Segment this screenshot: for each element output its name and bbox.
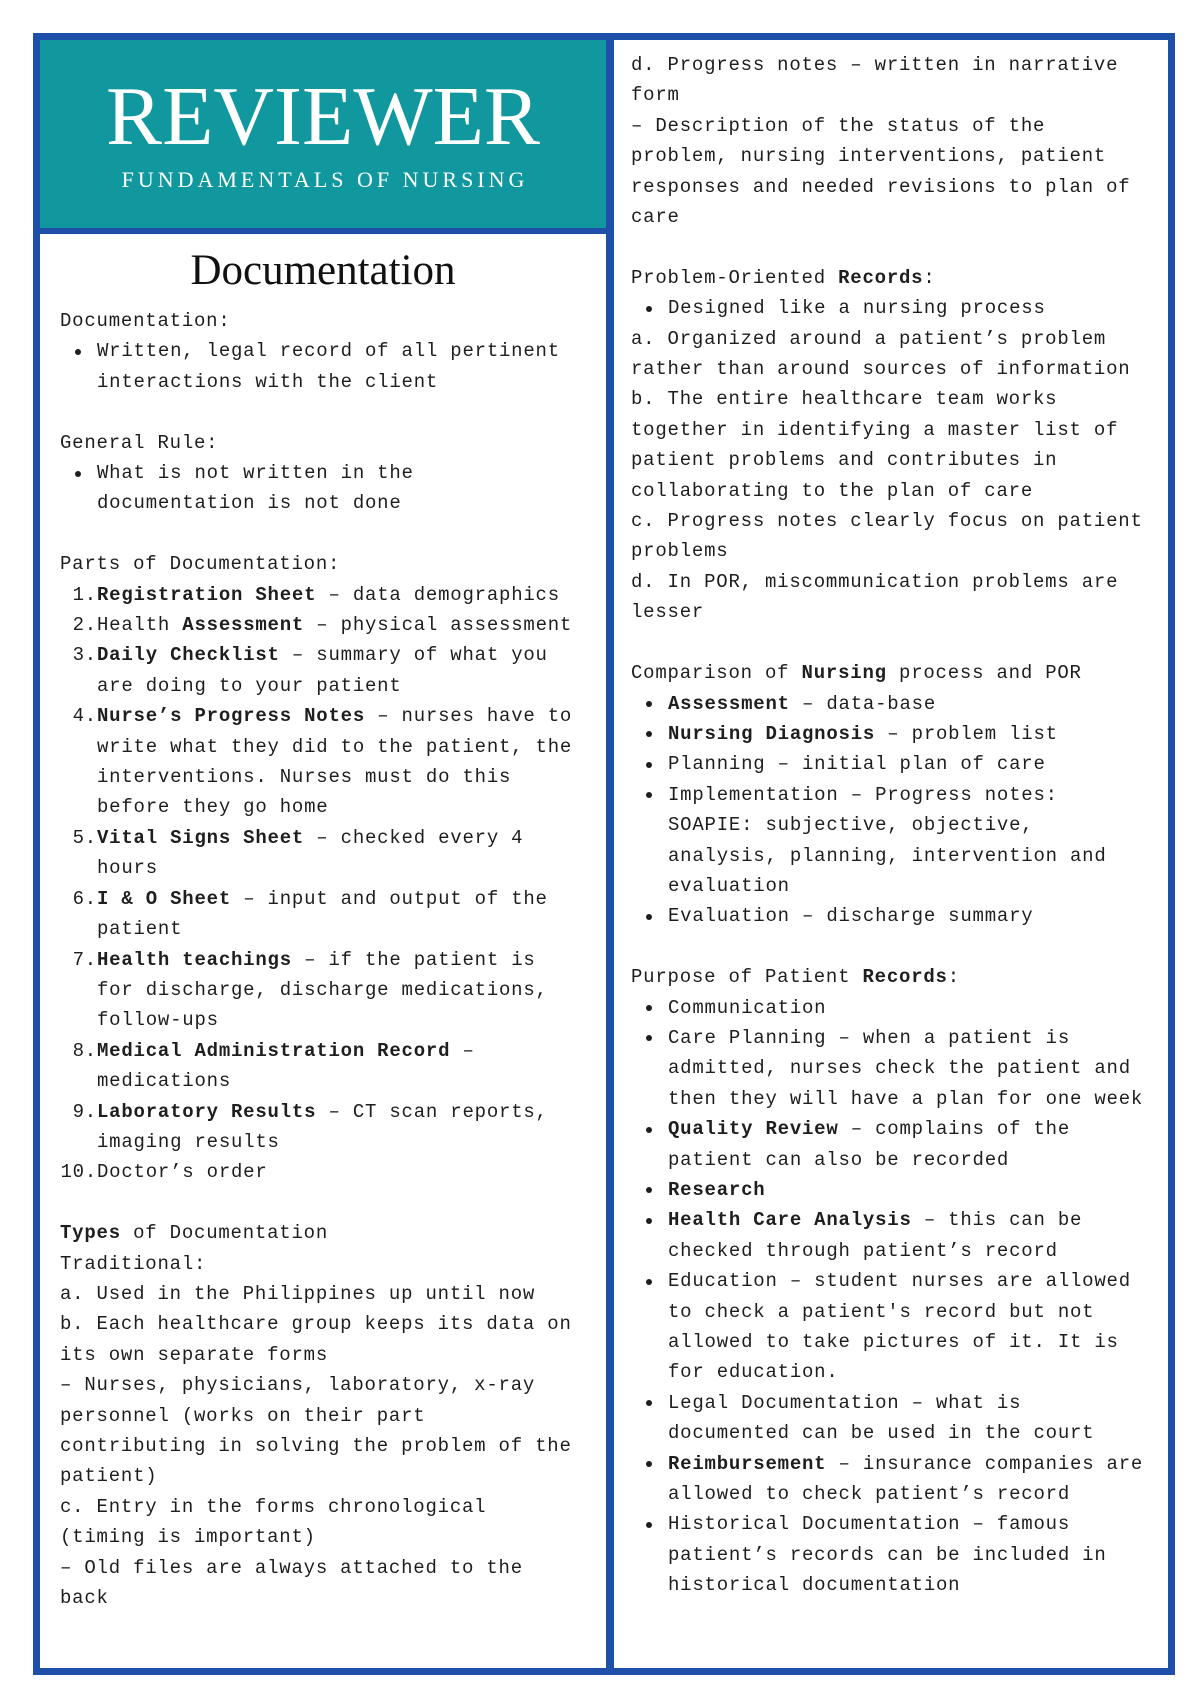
paragraph: [60, 306, 578, 336]
text-run: – medications: [97, 1039, 475, 1093]
numbered-item-text: [97, 1101, 548, 1153]
bullet-item: [60, 336, 578, 397]
text-run: – CT scan reports, imaging results: [97, 1100, 548, 1153]
bullet-icon: [646, 1035, 652, 1041]
item-number: 5.: [72, 826, 97, 849]
bullet-list: [60, 458, 578, 519]
bullet-item-text: [668, 1513, 1107, 1596]
text-run: Designed like a nursing process: [668, 297, 1046, 320]
item-number: 8.: [72, 1039, 97, 1062]
text-run: – if the patient is for discharge, discharge medications, follow-ups: [97, 948, 548, 1032]
text-run: a. Organized around a patient’s problem rather than around sources of information: [631, 327, 1131, 381]
header-subtitle: FUNDAMENTALS OF NURSING: [121, 167, 529, 192]
bullet-item: [631, 1175, 1149, 1205]
bullet-icon: [646, 914, 652, 920]
text-run: Historical Documentation – famous patient’s records can be included in historical documentation: [668, 1513, 1107, 1597]
bold-term: Nursing Diagnosis: [668, 722, 876, 745]
bold-term: Quality Review: [668, 1118, 839, 1141]
text-run: Evaluation – discharge summary: [668, 905, 1034, 928]
text-run: Comparison of: [631, 662, 802, 685]
bullet-list: [631, 993, 1149, 1601]
blank-line: [60, 397, 578, 427]
text-run: Communication: [668, 996, 827, 1019]
text-run: d. In POR, miscommunication problems are lesser: [631, 570, 1119, 624]
column-divider: [606, 40, 614, 1668]
text-run: Education – student nurses are allowed to check a patient's record but not allowed to take pictures of it. It is for education.: [668, 1270, 1131, 1384]
paragraph: [60, 1553, 578, 1614]
bullet-icon: [646, 731, 652, 737]
bold-term: Reimbursement: [668, 1452, 827, 1475]
bullet-item-text: [668, 753, 1046, 775]
bullet-item: [631, 993, 1149, 1023]
bold-term: Health teachings: [97, 948, 292, 971]
numbered-item-text: [97, 614, 572, 636]
bullet-item-text: [668, 693, 936, 715]
bullet-item-text: [668, 997, 826, 1019]
text-run: – data demographics: [316, 583, 560, 606]
bullet-item: [631, 1509, 1149, 1600]
text-run: What is not written in the documentation is not done: [97, 462, 414, 515]
text-run: – this can be checked through patient’s record: [668, 1209, 1083, 1262]
text-run: of Documentation: [120, 1222, 329, 1245]
numbered-item-text: [97, 705, 572, 818]
paragraph: [60, 549, 578, 579]
bold-term: Research: [668, 1178, 766, 1201]
text-run: Care Planning – when a patient is admitted, nurses check the patient and then they will have a plan for one week: [668, 1026, 1144, 1110]
bold-term: I & O Sheet: [97, 887, 232, 910]
paragraph: [60, 1218, 578, 1248]
text-run: a. Used in the Philippines up until now: [60, 1282, 536, 1305]
bullet-list: [60, 336, 578, 397]
bold-term: Records: [862, 966, 948, 989]
numbered-item-text: [97, 644, 548, 696]
paragraph: [631, 506, 1149, 567]
bullet-item-text: [668, 297, 1046, 319]
bullet-item: [631, 749, 1149, 779]
text-run: b. The entire healthcare team works together in identifying a master list of patient problems and contributes in collaborating to the plan of care: [631, 388, 1119, 502]
numbered-item-text: [97, 949, 548, 1032]
text-run: General Rule:: [60, 431, 219, 454]
bullet-item: [631, 1388, 1149, 1449]
text-run: Doctor’s order: [97, 1161, 268, 1184]
item-number: 10.: [60, 1161, 97, 1184]
bold-term: Nursing: [801, 662, 887, 685]
bold-term: Assessment: [668, 692, 790, 715]
text-run: – physical assessment: [304, 614, 573, 637]
numbered-item-text: [97, 888, 548, 940]
numbered-item: [60, 1157, 578, 1187]
bullet-item: [631, 901, 1149, 931]
bold-term: Daily Checklist: [97, 644, 280, 667]
paragraph: [631, 111, 1149, 233]
bullet-item-text: [668, 1179, 765, 1201]
numbered-item: [60, 1036, 578, 1097]
bullet-item-text: [97, 462, 414, 514]
text-run: process and POR: [886, 662, 1082, 685]
bullet-icon: [646, 1400, 652, 1406]
bullet-icon: [646, 792, 652, 798]
paragraph: [631, 658, 1149, 688]
blank-line: [631, 628, 1149, 658]
bold-term: Registration Sheet: [97, 583, 317, 606]
item-number: 4.: [72, 705, 97, 728]
text-run: c. Progress notes clearly focus on patient problems: [631, 510, 1143, 563]
numbered-item: [60, 701, 578, 823]
bold-term: Assessment: [182, 614, 305, 637]
text-run: – data-base: [789, 692, 937, 715]
paragraph: [60, 1249, 578, 1279]
bullet-icon: [646, 1522, 652, 1528]
bullet-item: [631, 1205, 1149, 1266]
bullet-item: [631, 1449, 1149, 1510]
paragraph: [60, 1492, 578, 1553]
bold-term: Types: [60, 1222, 121, 1245]
paragraph: [60, 1370, 578, 1492]
bullet-item: [631, 1266, 1149, 1388]
text-run: – input and output of the patient: [97, 887, 548, 941]
numbered-item-text: [97, 1161, 268, 1183]
header-title: REVIEWER: [106, 70, 540, 163]
paragraph: [60, 1279, 578, 1309]
paragraph: [631, 567, 1149, 628]
text-run: Written, legal record of all pertinent interactions with the client: [97, 340, 560, 393]
blank-line: [631, 232, 1149, 262]
item-number: 2.: [72, 614, 97, 637]
bullet-item: [631, 293, 1149, 323]
bullet-item-text: [668, 905, 1033, 927]
text-run: – complains of the patient can also be recorded: [668, 1118, 1071, 1171]
bullet-item-text: [668, 784, 1107, 897]
paragraph: [60, 1309, 578, 1370]
blank-line: [631, 932, 1149, 962]
bullet-icon: [646, 1187, 652, 1193]
text-run: – summary of what you are doing to your patient: [97, 644, 548, 697]
text-run: Purpose of Patient: [631, 966, 863, 989]
text-run: b. Each healthcare group keeps its data on its own separate forms: [60, 1313, 572, 1366]
text-run: Problem-Oriented: [631, 266, 839, 289]
bullet-item-text: [668, 1270, 1131, 1383]
header-underline: [40, 228, 606, 234]
text-run: Implementation – Progress notes: SOAPIE: subjective, objective, analysis, planning, intervention and evaluation: [668, 783, 1107, 897]
bullet-icon: [646, 1127, 652, 1133]
paragraph: [631, 263, 1149, 293]
numbered-item: [60, 884, 578, 945]
bullet-item-text: [668, 723, 1058, 745]
numbered-item-text: [97, 1040, 475, 1092]
text-run: – Nurses, physicians, laboratory, x-ray personnel (works on their part contributing in solving the problem of the patient): [60, 1374, 572, 1488]
bullet-icon: [646, 762, 652, 768]
bullet-icon: [646, 306, 652, 312]
item-number: 1.: [72, 583, 97, 606]
bullet-list: [631, 689, 1149, 932]
paragraph: [631, 962, 1149, 992]
text-run: Traditional:: [60, 1252, 207, 1275]
bullet-item-text: [668, 1392, 1094, 1444]
numbered-item: [60, 640, 578, 701]
bullet-item: [631, 1023, 1149, 1114]
text-run: – problem list: [875, 722, 1058, 745]
text-run: – insurance companies are allowed to check patient’s record: [668, 1452, 1144, 1506]
bullet-item: [60, 458, 578, 519]
bold-term: Laboratory Results: [97, 1100, 317, 1123]
bold-term: Vital Signs Sheet: [97, 826, 305, 849]
text-run: Documentation:: [60, 310, 231, 332]
numbered-item: [60, 945, 578, 1036]
bullet-icon: [646, 1005, 652, 1011]
bullet-item: [631, 780, 1149, 902]
text-run: c. Entry in the forms chronological (timing is important): [60, 1495, 487, 1549]
bold-term: Nurse’s Progress Notes: [97, 705, 366, 728]
bullet-item-text: [668, 1118, 1070, 1170]
paragraph: [60, 428, 578, 458]
bullet-icon: [646, 701, 652, 707]
item-number: 9.: [72, 1100, 97, 1123]
bullet-icon: [646, 1218, 652, 1224]
numbered-item-text: [97, 827, 523, 879]
item-number: 6.: [72, 887, 97, 910]
bullet-icon: [646, 1461, 652, 1467]
numbered-item-text: [97, 584, 560, 606]
numbered-list: [60, 580, 578, 1188]
bullet-item-text: [97, 340, 560, 392]
text-run: – Old files are always attached to the back: [60, 1556, 523, 1610]
text-run: d. Progress notes – written in narrative form: [631, 54, 1119, 107]
paragraph: [631, 384, 1149, 506]
bullet-item-text: [668, 1453, 1143, 1505]
bullet-icon: [75, 349, 81, 355]
bold-term: Medical Administration Record: [97, 1039, 451, 1062]
bullet-item: [631, 689, 1149, 719]
numbered-item: [60, 1097, 578, 1158]
bullet-item-text: [668, 1027, 1143, 1110]
text-run: – nurses have to write what they did to the patient, the interventions. Nurses must do this before they go home: [97, 705, 573, 819]
bullet-item: [631, 1114, 1149, 1175]
text-run: Planning – initial plan of care: [668, 753, 1046, 776]
text-run: – Description of the status of the problem, nursing interventions, patient responses and needed revisions to plan of care: [631, 114, 1131, 229]
numbered-item: [60, 580, 578, 610]
section-title: Documentation: [190, 247, 456, 294]
item-number: 7.: [72, 948, 97, 971]
paragraph: [631, 324, 1149, 385]
bullet-icon: [646, 1279, 652, 1285]
bullet-icon: [75, 471, 81, 477]
text-run: :: [947, 966, 960, 989]
text-run: Parts of Documentation:: [60, 553, 341, 576]
text-run: :: [923, 266, 936, 289]
left-column: [60, 306, 578, 1613]
bullet-item: [631, 719, 1149, 749]
text-run: Health: [97, 614, 183, 637]
bullet-item-text: [668, 1209, 1082, 1261]
right-column: [631, 50, 1149, 1601]
item-number: 3.: [72, 644, 97, 667]
text-run: – checked every 4 hours: [97, 826, 524, 880]
paragraph: [631, 50, 1149, 111]
bullet-list: [631, 293, 1149, 323]
text-run: Legal Documentation – what is documented can be used in the court: [668, 1391, 1095, 1445]
blank-line: [60, 519, 578, 549]
blank-line: [60, 1188, 578, 1218]
bold-term: Health Care Analysis: [668, 1209, 912, 1232]
bold-term: Records: [838, 266, 924, 289]
numbered-item: [60, 610, 578, 640]
numbered-item: [60, 823, 578, 884]
